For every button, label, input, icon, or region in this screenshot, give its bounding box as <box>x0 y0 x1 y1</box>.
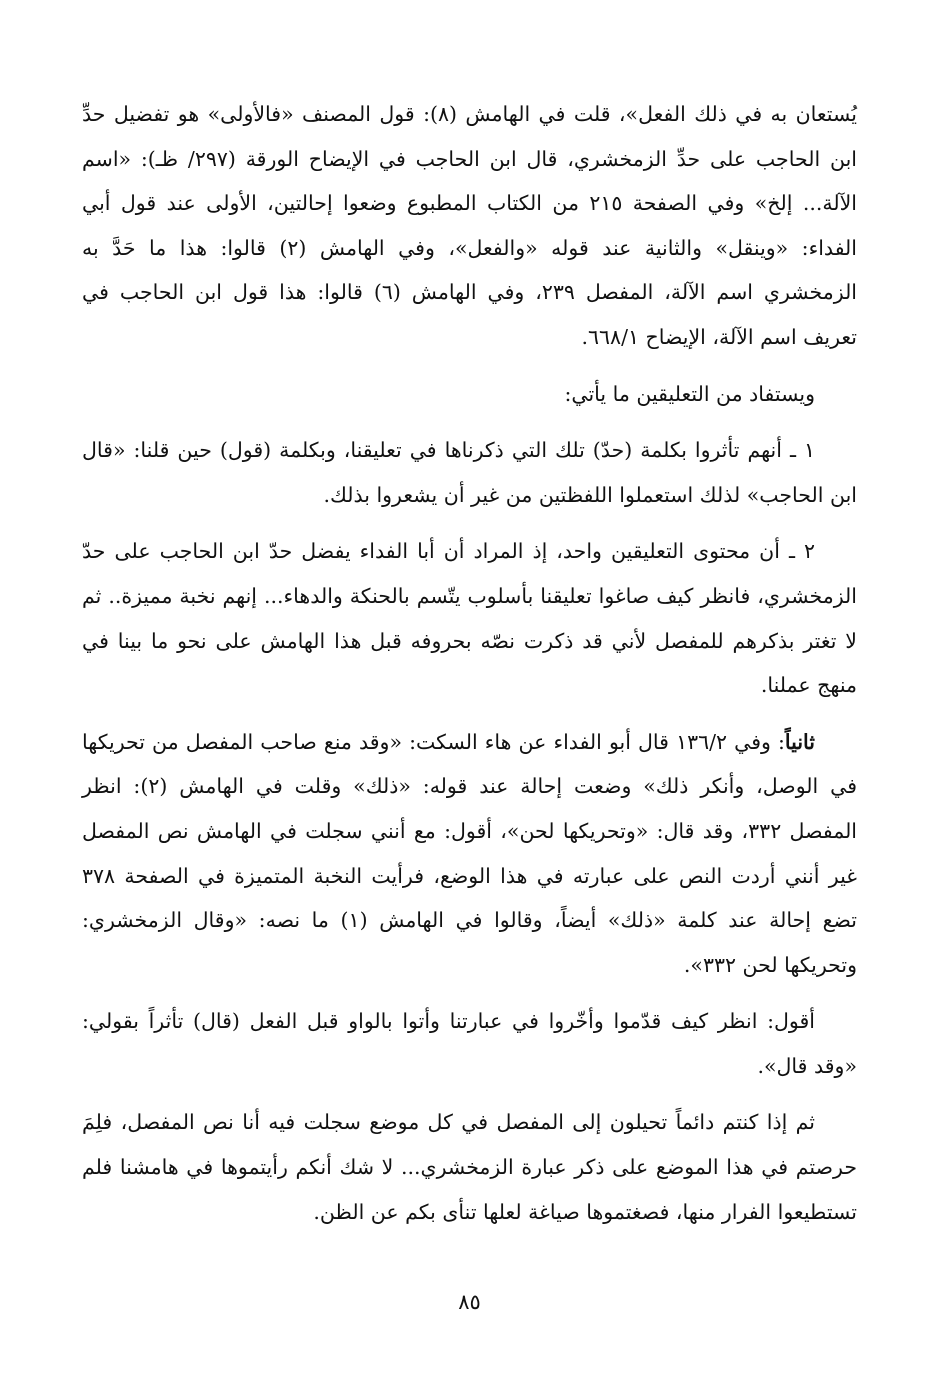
page-number: ٨٥ <box>458 1290 481 1314</box>
paragraph-intro-footnote: يُستعان به في ذلك الفعل»، قلت في الهامش (٨): قول المصنف «فالأولى» هو تفضيل حدِّ ابن الحاجب على حدِّ الزمخشري، قال ابن الحاجب في الإيضاح الورقة (٢٩٧/ ظـ): «اسم الآلة... إلخ» وفي الصفحة ٢١٥ من الكتاب المطبوع وضعوا إحالتين، الأولى عند قول أبي الفداء: «وينقل» والثانية عند قوله «والفعل»، وفي الهامش (٢) قالوا: هذا ما حَدَّ به الزمخشري اسم الآلة، المفصل ٢٣٩، وفي الهامش (٦) قالوا: هذا قول ابن الحاجب في تعريف اسم الآلة، الإيضاح ٦٦٨/١. <box>82 102 858 349</box>
secondly-heading: ثانياً <box>784 729 815 754</box>
paragraph-benefits-intro: ويستفاد من التعليقين ما يأتي: <box>564 381 815 406</box>
paragraph-i-say: أقول: انظر كيف قدّموا وأخّروا في عبارتنا وأتوا بالواو قبل الفعل (قال) تأثراً بقولي: «وقد قال». <box>82 1009 857 1078</box>
paragraph-point-one: ١ ـ أنهم تأثروا بكلمة (حدّ) تلك التي ذكرناها في تعليقنا، وبكلمة (قول) حين قلنا: «قال ابن الحاجب» لذلك استعملوا اللفظتين من غير أن يشعروا بذلك. <box>82 438 857 507</box>
secondly-text: : وفي ١٣٦/٢ قال أبو الفداء عن هاء السكت: «وقد منع صاحب المفصل من تحريكها في الوصل، وأنكر ذلك» وضعت إحالة عند قوله: «ذلك» وقلت في الهامش (٢): انظر المفصل ٣٣٢، وقد قال: «وتحريكها لحن»، أقول: مع أنني سجلت في الهامش نص المفصل غير أنني أردت النص على عبارته في هذا الوضع، فرأيت النخبة المتميزة في الصفحة ٣٧٨ تضع إحالة عند كلمة «ذلك» أيضاً، وقالوا في الهامش (١) ما نصه: «وقال الزمخشري: وتحريكها لحن ٣٣٢». <box>82 729 858 977</box>
paragraph-conclusion: ثم إذا كنتم دائماً تحيلون إلى المفصل في كل موضع سجلت فيه أنا نص المفصل، فلِمَ حرصتم في هذا الموضع على ذكر عبارة الزمخشري... لا شك أنكم رأيتموها في هامشنا فلم تستطيعوا الفرار منها، فصغتموها صياغة لعلها تنأى بكم عن الظن. <box>82 1110 857 1224</box>
paragraph-secondly <box>82 720 857 988</box>
paragraph-point-two: ٢ ـ أن محتوى التعليقين واحد، إذ المراد أن أبا الفداء يفضل حدّ ابن الحاجب على حدّ الزمخشري، فانظر كيف صاغوا تعليقنا بأسلوب يتّسم بالحنكة والدهاء... إنهم نخبة مميزة.. ثم لا تغتر بذكرهم للمفصل لأني قد ذكرت نصّه بحروفه قبل هذا الهامش على نحو ما بينا في منهج عملنا. <box>82 539 857 698</box>
